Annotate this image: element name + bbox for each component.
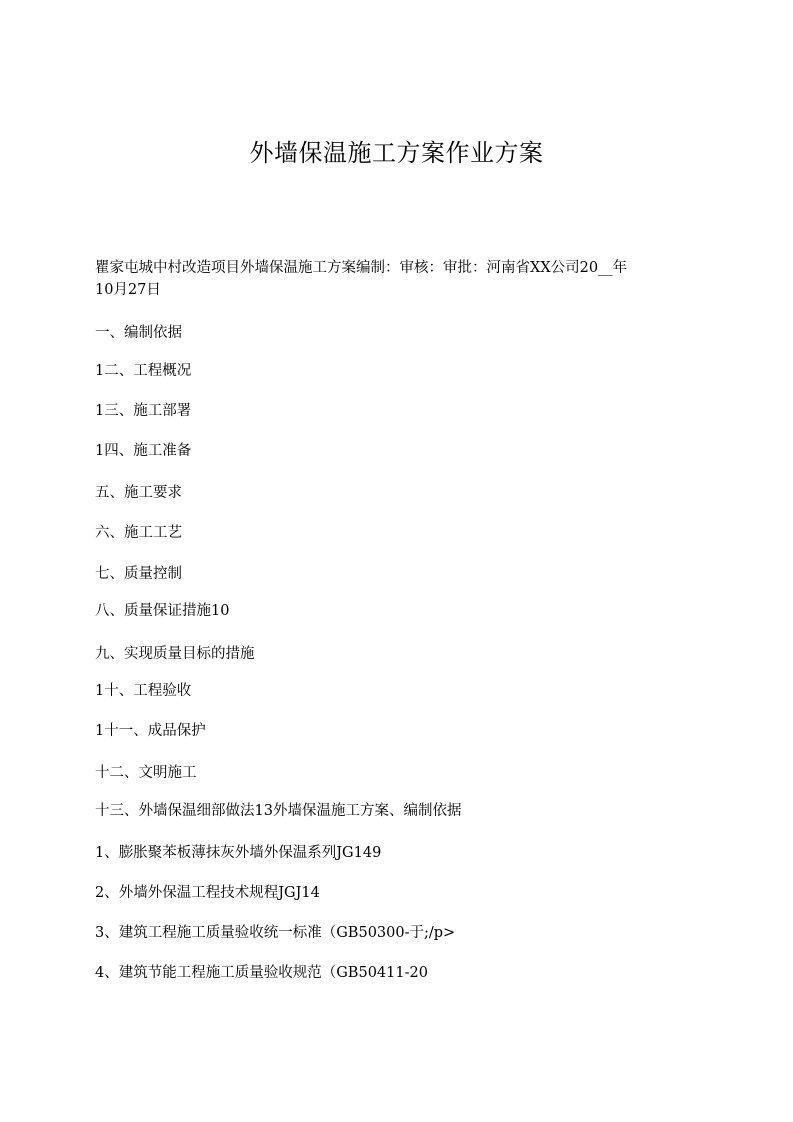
toc-line: 1二、工程概况 xyxy=(95,363,192,379)
toc-line: 十二、文明施工 xyxy=(95,765,197,781)
toc-line: 九、实现质量目标的措施 xyxy=(95,646,255,662)
reference-item: 2、外墙外保温工程技术规程JGJ14 xyxy=(95,885,320,901)
toc-line: 1十一、成品保护 xyxy=(95,723,206,739)
reference-item: 1、膨胀聚苯板薄抹灰外墙外保温系列JG149 xyxy=(95,845,382,861)
reference-item: 3、建筑工程施工质量验收统一标准（GB50300-于;/p> xyxy=(95,925,456,941)
toc-line: 五、施工要求 xyxy=(95,485,182,501)
toc-line: 一、编制依据 xyxy=(95,325,182,341)
toc-line: 七、质量控制 xyxy=(95,566,182,582)
toc-line: 1三、施工部署 xyxy=(95,403,192,419)
intro-line-2: 10月27日 xyxy=(95,282,161,298)
toc-line: 八、质量保证措施10 xyxy=(95,603,230,619)
section-line: 十三、外墙保温细部做法13外墙保温施工方案、编制依据 xyxy=(95,803,462,819)
toc-line: 1四、施工准备 xyxy=(95,443,192,459)
intro-line-1: 瞿家屯城中村改造项目外墙保温施工方案编制：审核：审批：河南省XX公司20__年 xyxy=(95,260,628,276)
document-title: 外墙保温施工方案作业方案 xyxy=(249,139,544,167)
intro-paragraph xyxy=(95,257,705,301)
toc-line: 六、施工工艺 xyxy=(95,525,182,541)
toc-line: 1十、工程验收 xyxy=(95,683,192,699)
reference-item: 4、建筑节能工程施工质量验收规范（GB50411-20 xyxy=(95,965,428,981)
